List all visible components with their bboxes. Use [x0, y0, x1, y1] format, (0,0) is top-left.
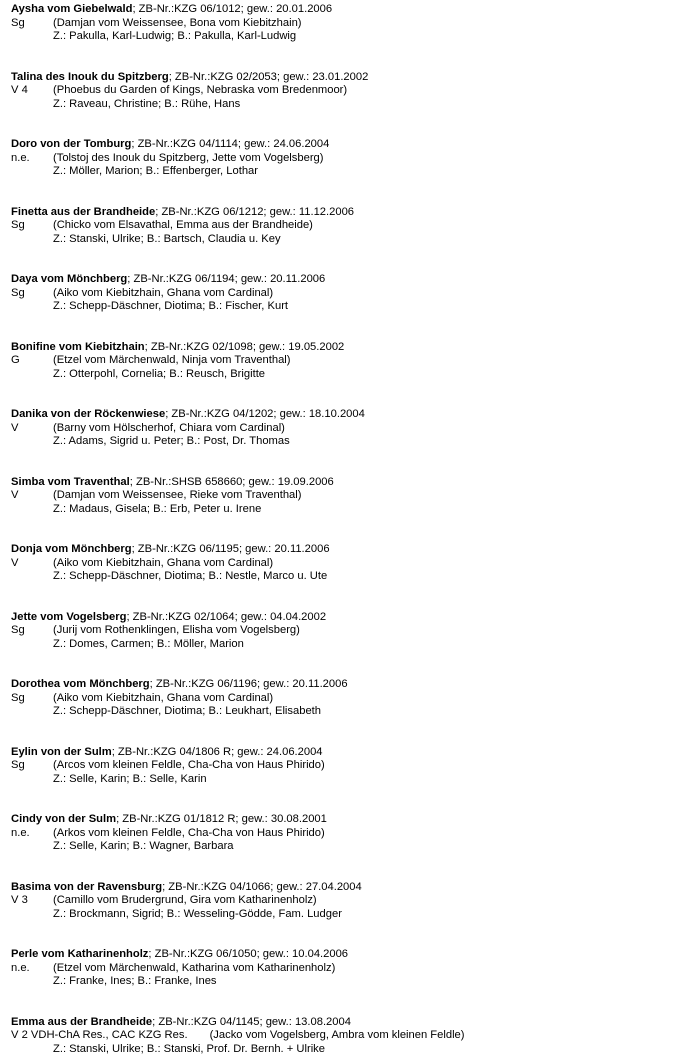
- dog-grade: n.e.: [11, 827, 53, 841]
- dog-grade: V 3: [11, 894, 53, 908]
- dog-grade: Sg: [11, 624, 53, 638]
- dog-parents: (Chicko vom Elsavathal, Emma aus der Brandheide): [53, 219, 313, 231]
- dog-entry: [11, 813, 700, 854]
- dog-registration: ; ZB-Nr.:KZG 04/1806 R; gew.: 24.06.2004: [112, 746, 323, 758]
- dog-breeder-owner: Z.: Brockmann, Sigrid; B.: Wesseling-Gödde, Fam. Ludger: [11, 908, 700, 922]
- dog-registration: ; ZB-Nr.:SHSB 658660; gew.: 19.09.2006: [130, 476, 334, 488]
- dog-breeder-owner: Z.: Stanski, Ulrike; B.: Bartsch, Claudia u. Key: [11, 233, 700, 247]
- dog-registration: ; ZB-Nr.:KZG 01/1812 R; gew.: 30.08.2001: [116, 813, 327, 825]
- dog-parents: (Jurij vom Rothenklingen, Elisha vom Vogelsberg): [53, 624, 300, 636]
- dog-registration: ; ZB-Nr.:KZG 06/1196; gew.: 20.11.2006: [150, 678, 348, 690]
- dog-name: Eylin von der Sulm: [11, 746, 112, 758]
- dog-entry: [11, 948, 700, 989]
- dog-name: Danika von der Röckenwiese: [11, 408, 165, 420]
- dog-registration: ; ZB-Nr.:KZG 06/1195; gew.: 20.11.2006: [132, 543, 330, 555]
- dog-breeder-owner: Z.: Selle, Karin; B.: Selle, Karin: [11, 773, 700, 787]
- dog-parents: (Camillo vom Brudergrund, Gira vom Katharinenholz): [53, 894, 317, 906]
- dog-grade: n.e.: [11, 152, 53, 166]
- dog-breeder-owner: Z.: Möller, Marion; B.: Effenberger, Lothar: [11, 165, 700, 179]
- dog-name: Emma aus der Brandheide: [11, 1016, 152, 1028]
- dog-parents: (Arkos vom kleinen Feldle, Cha-Cha von Haus Phirido): [53, 827, 325, 839]
- dog-registration: ; ZB-Nr.:KZG 06/1212; gew.: 11.12.2006: [155, 206, 354, 218]
- dog-name: Aysha vom Giebelwald: [11, 3, 132, 15]
- dog-entry: [11, 543, 700, 584]
- dog-name: Donja vom Mönchberg: [11, 543, 132, 555]
- dog-entry: [11, 273, 700, 314]
- dog-entry: [11, 881, 700, 922]
- dog-parents: (Jacko vom Vogelsberg, Ambra vom kleinen Feldle): [210, 1029, 465, 1041]
- dog-entry: [11, 3, 700, 44]
- dog-entry: [11, 611, 700, 652]
- dog-parents: (Tolstoj des Inouk du Spitzberg, Jette vom Vogelsberg): [53, 152, 324, 164]
- dog-parents: (Etzel vom Märchenwald, Katharina vom Katharinenholz): [53, 962, 335, 974]
- dog-registration: ; ZB-Nr.:KZG 04/1114; gew.: 24.06.2004: [131, 138, 329, 150]
- dog-breeder-owner: Z.: Schepp-Däschner, Diotima; B.: Nestle, Marco u. Ute: [11, 570, 700, 584]
- dog-breeder-owner: Z.: Franke, Ines; B.: Franke, Ines: [11, 975, 700, 989]
- dog-name: Bonifine vom Kiebitzhain: [11, 341, 145, 353]
- dog-entry: [11, 71, 700, 112]
- dog-grade: n.e.: [11, 962, 53, 976]
- dog-registration: ; ZB-Nr.:KZG 06/1050; gew.: 10.04.2006: [148, 948, 348, 960]
- dog-parents: (Aiko vom Kiebitzhain, Ghana vom Cardinal): [53, 287, 273, 299]
- dog-grade: Sg: [11, 219, 53, 233]
- dog-entry: [11, 1016, 700, 1056]
- dog-name: Doro von der Tomburg: [11, 138, 131, 150]
- dog-registration: ; ZB-Nr.:KZG 06/1194; gew.: 20.11.2006: [127, 273, 325, 285]
- dog-breeder-owner: Z.: Adams, Sigrid u. Peter; B.: Post, Dr. Thomas: [11, 435, 700, 449]
- dog-registration: ; ZB-Nr.:KZG 04/1202; gew.: 18.10.2004: [165, 408, 365, 420]
- dog-breeder-owner: Z.: Pakulla, Karl-Ludwig; B.: Pakulla, Karl-Ludwig: [11, 30, 700, 44]
- dog-name: Simba vom Traventhal: [11, 476, 130, 488]
- dog-registration: ; ZB-Nr.:KZG 02/2053; gew.: 23.01.2002: [169, 71, 369, 83]
- dog-registration: ; ZB-Nr.:KZG 04/1066; gew.: 27.04.2004: [162, 881, 362, 893]
- dog-breeder-owner: Z.: Domes, Carmen; B.: Möller, Marion: [11, 638, 700, 652]
- dog-breeder-owner: Z.: Selle, Karin; B.: Wagner, Barbara: [11, 840, 700, 854]
- dog-entry: [11, 408, 700, 449]
- dog-parents: (Phoebus du Garden of Kings, Nebraska vom Bredenmoor): [53, 84, 347, 96]
- dog-name: Daya vom Mönchberg: [11, 273, 127, 285]
- dog-grade: V: [11, 422, 53, 436]
- dog-grade: Sg: [11, 692, 53, 706]
- dog-name: Finetta aus der Brandheide: [11, 206, 155, 218]
- dog-entry: [11, 746, 700, 787]
- dog-parents: (Etzel vom Märchenwald, Ninja vom Traventhal): [53, 354, 291, 366]
- dog-breeder-owner: Z.: Stanski, Ulrike; B.: Stanski, Prof. Dr. Bernh. + Ulrike: [11, 1043, 700, 1056]
- dog-grade: Sg: [11, 287, 53, 301]
- dog-breeder-owner: Z.: Raveau, Christine; B.: Rühe, Hans: [11, 98, 700, 112]
- dog-name: Basima von der Ravensburg: [11, 881, 162, 893]
- dog-parents: (Damjan vom Weissensee, Rieke vom Traventhal): [53, 489, 302, 501]
- dog-parents: (Barny vom Hölscherhof, Chiara vom Cardinal): [53, 422, 285, 434]
- dog-entry: [11, 476, 700, 517]
- dog-registration: ; ZB-Nr.:KZG 06/1012; gew.: 20.01.2006: [132, 3, 332, 15]
- dog-grade: G: [11, 354, 53, 368]
- dog-grade: V: [11, 557, 53, 571]
- dog-grade: Sg: [11, 759, 53, 773]
- dog-entry: [11, 678, 700, 719]
- dog-registration: ; ZB-Nr.:KZG 04/1145; gew.: 13.08.2004: [152, 1016, 351, 1028]
- dog-breeder-owner: Z.: Schepp-Däschner, Diotima; B.: Leukhart, Elisabeth: [11, 705, 700, 719]
- dog-name: Talina des Inouk du Spitzberg: [11, 71, 169, 83]
- dog-entry: [11, 206, 700, 247]
- dog-parents: (Aiko vom Kiebitzhain, Ghana vom Cardinal): [53, 692, 273, 704]
- dog-parents: (Aiko vom Kiebitzhain, Ghana vom Cardinal): [53, 557, 273, 569]
- dog-grade: V: [11, 489, 53, 503]
- dog-registration: ; ZB-Nr.:KZG 02/1098; gew.: 19.05.2002: [145, 341, 345, 353]
- dog-breeder-owner: Z.: Otterpohl, Cornelia; B.: Reusch, Brigitte: [11, 368, 700, 382]
- dog-name: Dorothea vom Mönchberg: [11, 678, 150, 690]
- dog-grade: V 4: [11, 84, 53, 98]
- dog-grade: Sg: [11, 17, 53, 31]
- dog-entry: [11, 138, 700, 179]
- dog-name: Cindy von der Sulm: [11, 813, 116, 825]
- dog-name: Jette vom Vogelsberg: [11, 611, 126, 623]
- dog-grade: V 2 VDH-ChA Res., CAC KZG Res.: [11, 1029, 188, 1043]
- dog-breeder-owner: Z.: Madaus, Gisela; B.: Erb, Peter u. Irene: [11, 503, 700, 517]
- dog-parents: (Arcos vom kleinen Feldle, Cha-Cha von Haus Phirido): [53, 759, 325, 771]
- dog-breeder-owner: Z.: Schepp-Däschner, Diotima; B.: Fischer, Kurt: [11, 300, 700, 314]
- dog-entry: [11, 341, 700, 382]
- dog-name: Perle vom Katharinenholz: [11, 948, 148, 960]
- dog-registration: ; ZB-Nr.:KZG 02/1064; gew.: 04.04.2002: [126, 611, 326, 623]
- dog-parents: (Damjan vom Weissensee, Bona vom Kiebitzhain): [53, 17, 302, 29]
